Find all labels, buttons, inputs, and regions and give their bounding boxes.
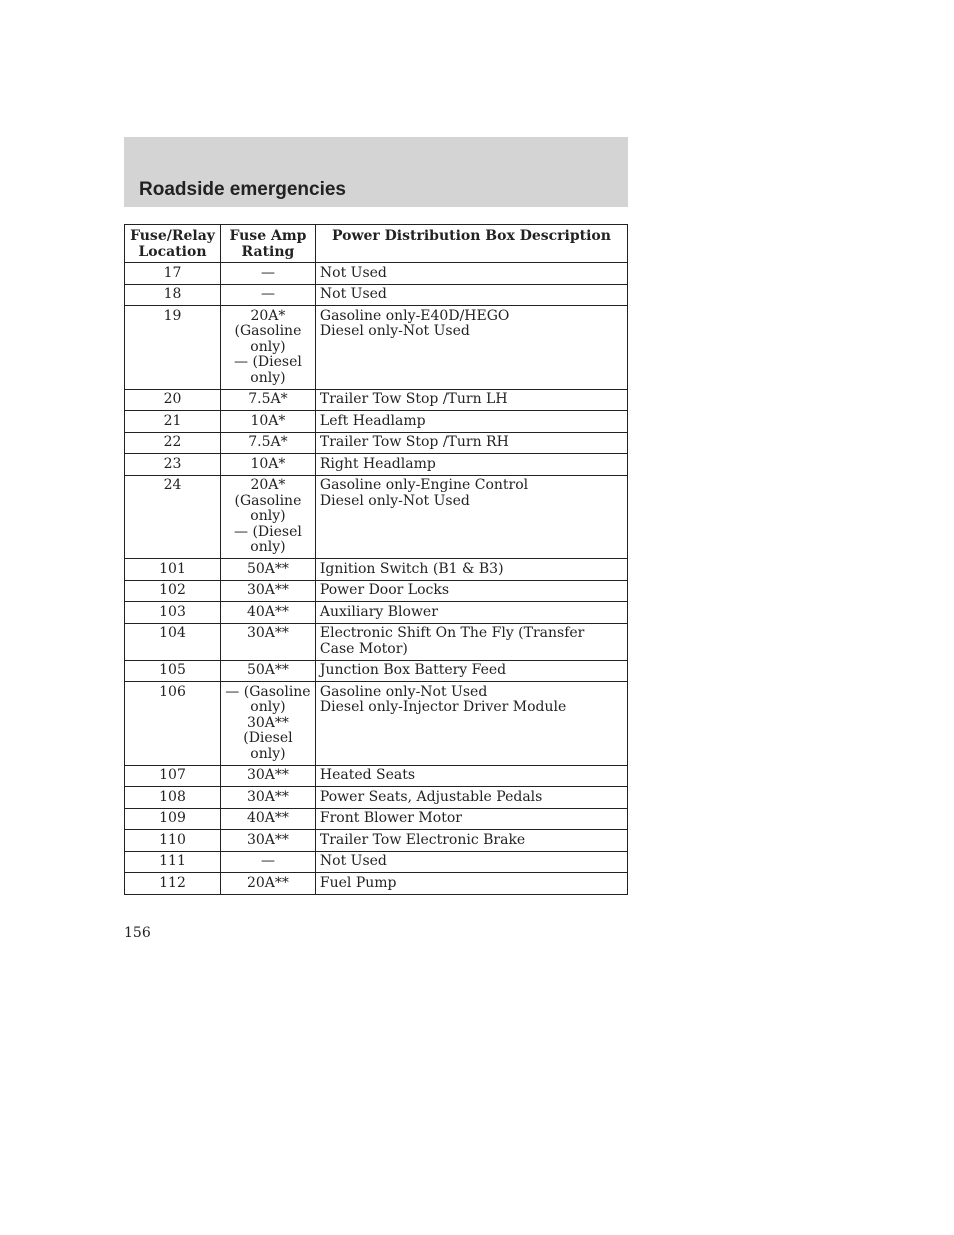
table-row — [125, 873, 628, 895]
cell-rating: 20A** — [220, 873, 315, 895]
cell-location: 111 — [125, 851, 221, 873]
cell-description: Heated Seats — [315, 765, 627, 787]
table-row — [125, 263, 628, 285]
table-body — [125, 263, 628, 895]
cell-location: 106 — [125, 682, 221, 766]
cell-rating: 20A* (Gasoline only) — (Diesel only) — [220, 475, 315, 559]
cell-description: Trailer Tow Electronic Brake — [315, 830, 627, 852]
table-row — [125, 432, 628, 454]
cell-description: Auxiliary Blower — [315, 602, 627, 624]
cell-rating: — — [220, 263, 315, 285]
cell-description: Gasoline only-Not Used Diesel only-Injector Driver Module — [315, 682, 627, 766]
cell-rating: 40A** — [220, 808, 315, 830]
cell-description: Fuel Pump — [315, 873, 627, 895]
cell-rating: 7.5A* — [220, 389, 315, 411]
cell-rating: 30A** — [220, 830, 315, 852]
table-row — [125, 787, 628, 809]
cell-description: Junction Box Battery Feed — [315, 660, 627, 682]
cell-description: Ignition Switch (B1 & B3) — [315, 559, 627, 581]
table-row — [125, 475, 628, 559]
cell-description: Front Blower Motor — [315, 808, 627, 830]
cell-rating: 10A* — [220, 454, 315, 476]
cell-location: 104 — [125, 623, 221, 660]
cell-rating: — (Gasoline only) 30A** (Diesel only) — [220, 682, 315, 766]
cell-rating: 50A** — [220, 559, 315, 581]
cell-location: 101 — [125, 559, 221, 581]
cell-description: Gasoline only-Engine Control Diesel only-Not Used — [315, 475, 627, 559]
table-row — [125, 284, 628, 306]
cell-rating: 50A** — [220, 660, 315, 682]
cell-description: Not Used — [315, 284, 627, 306]
cell-location: 24 — [125, 475, 221, 559]
cell-location: 18 — [125, 284, 221, 306]
header-rating: Fuse Amp Rating — [220, 225, 315, 263]
section-header — [124, 137, 628, 207]
header-description: Power Distribution Box Description — [315, 225, 627, 263]
cell-location: 23 — [125, 454, 221, 476]
cell-rating: 30A** — [220, 623, 315, 660]
cell-rating: — — [220, 851, 315, 873]
fuse-table — [124, 224, 628, 895]
table-row — [125, 660, 628, 682]
cell-location: 108 — [125, 787, 221, 809]
cell-description: Trailer Tow Stop /Turn LH — [315, 389, 627, 411]
section-title: Roadside emergencies — [139, 179, 346, 200]
cell-location: 107 — [125, 765, 221, 787]
cell-location: 22 — [125, 432, 221, 454]
cell-rating: 30A** — [220, 580, 315, 602]
cell-description: Trailer Tow Stop /Turn RH — [315, 432, 627, 454]
table-row — [125, 559, 628, 581]
table-row — [125, 454, 628, 476]
cell-rating: 40A** — [220, 602, 315, 624]
cell-description: Electronic Shift On The Fly (Transfer Case Motor) — [315, 623, 627, 660]
cell-rating: 7.5A* — [220, 432, 315, 454]
cell-description: Power Door Locks — [315, 580, 627, 602]
cell-rating: 30A** — [220, 787, 315, 809]
cell-location: 109 — [125, 808, 221, 830]
cell-description: Not Used — [315, 263, 627, 285]
table-row — [125, 830, 628, 852]
cell-rating: 30A** — [220, 765, 315, 787]
table-row — [125, 389, 628, 411]
table-row — [125, 808, 628, 830]
page-number: 156 — [124, 925, 151, 941]
table-row — [125, 623, 628, 660]
cell-location: 19 — [125, 306, 221, 390]
cell-location: 103 — [125, 602, 221, 624]
table-row — [125, 580, 628, 602]
cell-location: 20 — [125, 389, 221, 411]
cell-location: 102 — [125, 580, 221, 602]
table-row — [125, 306, 628, 390]
cell-location: 21 — [125, 411, 221, 433]
cell-description: Not Used — [315, 851, 627, 873]
cell-location: 17 — [125, 263, 221, 285]
header-location: Fuse/Relay Location — [125, 225, 221, 263]
cell-description: Right Headlamp — [315, 454, 627, 476]
cell-location: 112 — [125, 873, 221, 895]
table-row — [125, 765, 628, 787]
cell-rating: — — [220, 284, 315, 306]
table-row — [125, 411, 628, 433]
cell-location: 105 — [125, 660, 221, 682]
table-row — [125, 851, 628, 873]
table-header-row — [125, 225, 628, 263]
cell-rating: 20A* (Gasoline only) — (Diesel only) — [220, 306, 315, 390]
cell-description: Power Seats, Adjustable Pedals — [315, 787, 627, 809]
cell-location: 110 — [125, 830, 221, 852]
cell-rating: 10A* — [220, 411, 315, 433]
table-row — [125, 682, 628, 766]
cell-description: Left Headlamp — [315, 411, 627, 433]
table-row — [125, 602, 628, 624]
cell-description: Gasoline only-E40D/HEGO Diesel only-Not Used — [315, 306, 627, 390]
